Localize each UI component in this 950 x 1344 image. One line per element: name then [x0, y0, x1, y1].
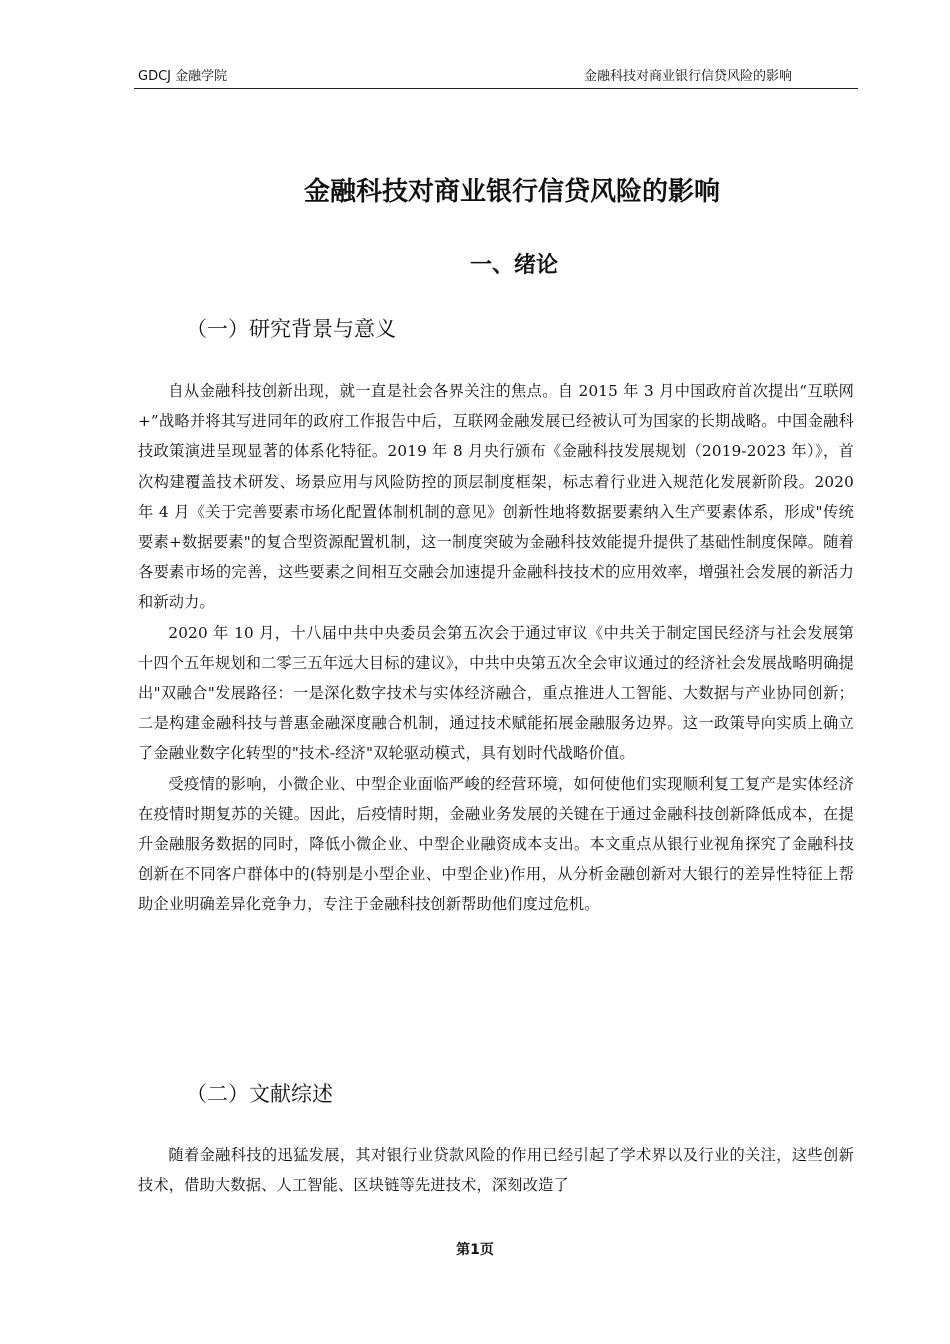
section-heading-literature-review: （二）文献综述 — [186, 1082, 333, 1106]
header-institution: GDCJ 金融学院 — [138, 69, 228, 84]
section-heading-background: （一）研究背景与意义 — [186, 317, 396, 341]
body-paragraph: 2020 年 10 月，十八届中共中央委员会第五次会于通过审议《中共关于制定国民经济与社会发展第十四个五年规划和二零三五年远大目标的建议》，中共中央第五次全会审议通过的经济社会发展战略明确提出"双融合"发展路径：一是深化数字技术与实体经济融合，重点推进人工智能、大数据与产业协同创新；二是构建金融科技与普惠金融深度融合机制，通过技术赋能拓展金融服务边界。这一政策导向实质上确立了金融业数字化转型的"技术-经济"双轮驱动模式，具有划时代战略价值。 — [138, 623, 854, 763]
section-body-background — [138, 376, 854, 920]
body-paragraph: 随着金融科技的迅猛发展，其对银行业贷款风险的作用已经引起了学术界以及行业的关注，这些创新技术，借助大数据、人工智能、区块链等先进技术，深刻改造了 — [138, 1146, 854, 1195]
body-paragraph: 自从金融科技创新出现，就一直是社会各界关注的焦点。自 2015 年 3 月中国政府首次提出“互联网+”战略并将其写进同年的政府工作报告中后，互联网金融发展已经被认可为国家的长期战略。中国金融科技政策演进呈现显著的体系化特征。2019 年 8 月央行颁布《金融科技发展规划（2019-2023 年）》，首次构建覆盖技术研发、场景应用与风险防控的顶层制度框架，标志着行业进入规范化发展新阶段。2020 年 4 月《关于完善要素市场化配置体制机制的意见》创新性地将数据要素纳入生产要素体系，形成"传统要素+数据要素"的复合型资源配置机制，这一制度突破为金融科技效能提升提供了基础性制度保障。随着各要素市场的完善，这些要素之间相互交融会加速提升金融科技技术的应用效率，增强社会发展的新活力和新动力。 — [138, 382, 854, 612]
page-header — [134, 66, 858, 89]
chapter-heading: 一、绪论 — [469, 253, 558, 278]
body-paragraph: 受疫情的影响，小微企业、中型企业面临严峻的经营环境，如何使他们实现顺利复工复产是实体经济在疫情时期复苏的关键。因此，后疫情时期，金融业务发展的关键在于通过金融科技创新降低成本，在提升金融服务数据的同时，降低小微企业、中型企业融资成本支出。本文重点从银行业视角探究了金融科技创新在不同客户群体中的(特别是小型企业、中型企业)作用，从分析金融创新对大银行的差异性特征上帮助企业明确差异化竞争力，专注于金融科技创新帮助他们度过危机。 — [138, 774, 854, 914]
header-running-title: 金融科技对商业银行信贷风险的影响 — [583, 69, 792, 84]
section-body-literature-review — [138, 1140, 854, 1200]
page-number: 第1页 — [456, 1242, 494, 1258]
document-title: 金融科技对商业银行信贷风险的影响 — [303, 177, 720, 207]
